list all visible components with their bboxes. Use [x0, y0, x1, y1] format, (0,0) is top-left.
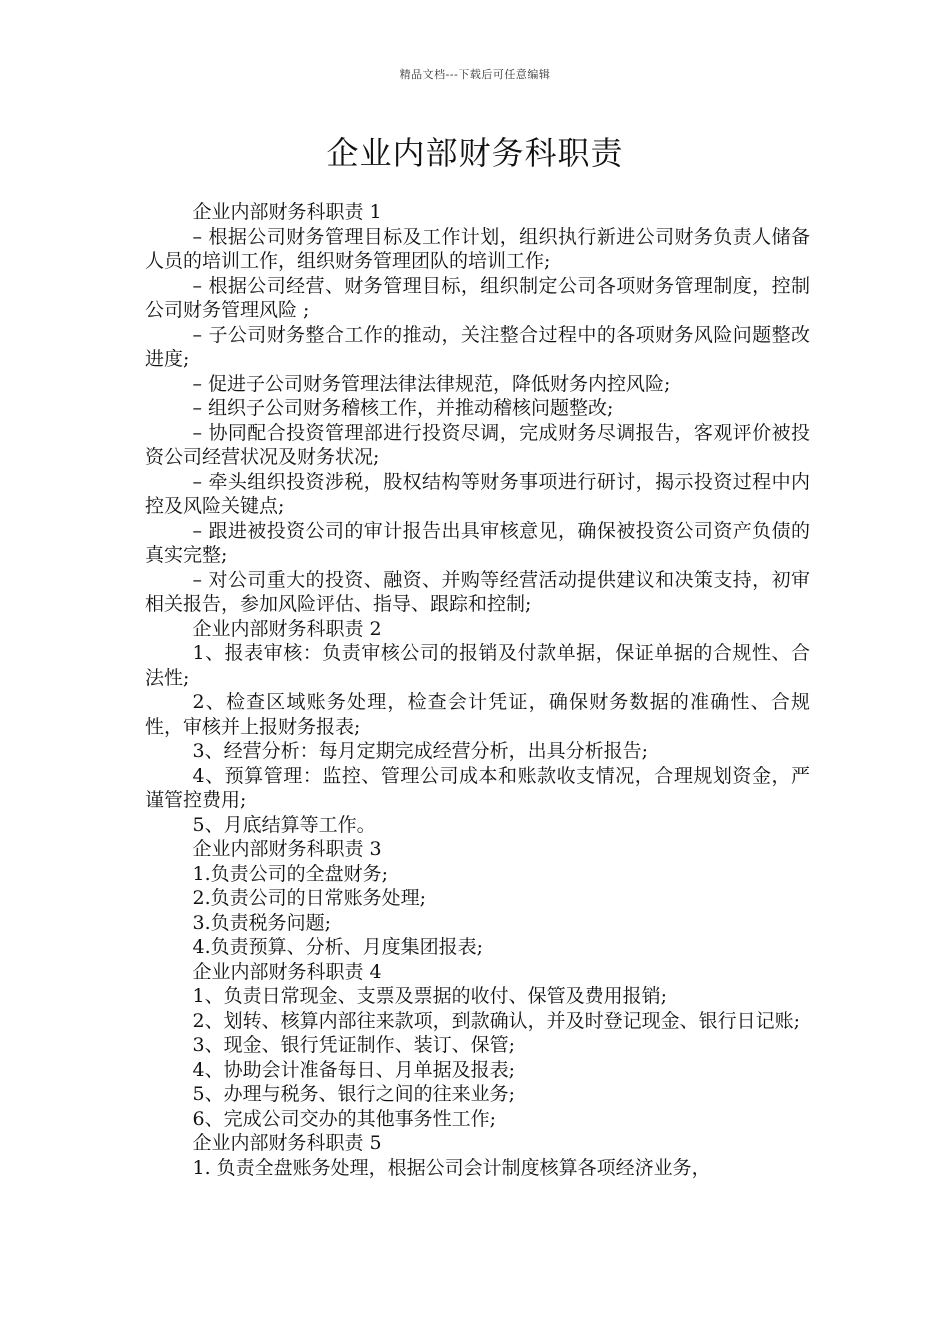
paragraph: – 子公司财务整合工作的推动，关注整合过程中的各项财务风险问题整改进度;: [145, 323, 810, 370]
page-header: 精品文档---下载后可任意编辑: [399, 68, 551, 81]
paragraph: – 跟进被投资公司的审计报告出具审核意见，确保被投资公司资产负债的真实完整;: [145, 519, 810, 566]
paragraph: 4.负责预算、分析、月度集团报表;: [192, 936, 484, 958]
paragraph: 2.负责公司的日常账务处理;: [192, 887, 427, 909]
section-heading-1: 企业内部财务科职责 1: [192, 201, 382, 223]
paragraph: – 根据公司经营、财务管理目标，组织制定公司各项财务管理制度，控制公司财务管理风险 ;: [145, 274, 810, 321]
paragraph: 4、预算管理：监控、管理公司成本和账款收支情况，合理规划资金，严谨管控费用;: [145, 764, 810, 811]
paragraph: 1、报表审核：负责审核公司的报销及付款单据，保证单据的合规性、合法性;: [145, 642, 810, 689]
paragraph: 5、月底结算等工作。: [192, 813, 376, 836]
paragraph: 2、划转、核算内部往来款项，到款确认，并及时登记现金、银行日记账;: [192, 1009, 800, 1032]
paragraph: 2、检查区域账务处理，检查会计凭证，确保财务数据的准确性、合规性，审核并上报财务报表;: [145, 691, 810, 738]
paragraph: 1、负责日常现金、支票及票据的收付、保管及费用报销;: [192, 985, 667, 1007]
paragraph: 3、经营分析：每月定期完成经营分析，出具分析报告;: [192, 740, 648, 762]
paragraph: 3、现金、银行凭证制作、装订、保管;: [192, 1034, 515, 1056]
paragraph: 4、协助会计准备每日、月单据及报表;: [192, 1058, 515, 1081]
section-heading-3: 企业内部财务科职责 3: [192, 838, 382, 860]
paragraph: – 促进子公司财务管理法律法律规范，降低财务内控风险;: [192, 372, 671, 395]
paragraph: – 根据公司财务管理目标及工作计划，组织执行新进公司财务负责人储备人员的培训工作，组织财务管理团队的培训工作;: [145, 225, 810, 272]
paragraph: 5、办理与税务、银行之间的往来业务;: [192, 1083, 515, 1105]
section-heading-4: 企业内部财务科职责 4: [192, 960, 382, 983]
paragraph: 6、完成公司交办的其他事务性工作;: [192, 1107, 496, 1130]
section-heading-5: 企业内部财务科职责 5: [192, 1132, 382, 1154]
paragraph: – 组织子公司财务稽核工作，并推动稽核问题整改;: [192, 397, 614, 419]
section-heading-2: 企业内部财务科职责 2: [192, 617, 382, 640]
paragraph: 3.负责税务问题;: [192, 911, 332, 934]
paragraph: 1.负责公司的全盘财务;: [192, 862, 389, 885]
paragraph: – 牵头组织投资涉税，股权结构等财务事项进行研讨，揭示投资过程中内控及风险关键点;: [145, 470, 810, 517]
paragraph: – 对公司重大的投资、融资、并购等经营活动提供建议和决策支持，初审相关报告，参加风险评估、指导、跟踪和控制;: [145, 568, 810, 615]
page-title: 企业内部财务科职责: [326, 134, 624, 172]
paragraph: 1. 负责全盘账务处理，根据公司会计制度核算各项经济业务，: [192, 1156, 711, 1179]
paragraph: – 协同配合投资管理部进行投资尽调，完成财务尽调报告，客观评价被投资公司经营状况及财务状况;: [145, 421, 810, 468]
document-body: [145, 200, 810, 1180]
